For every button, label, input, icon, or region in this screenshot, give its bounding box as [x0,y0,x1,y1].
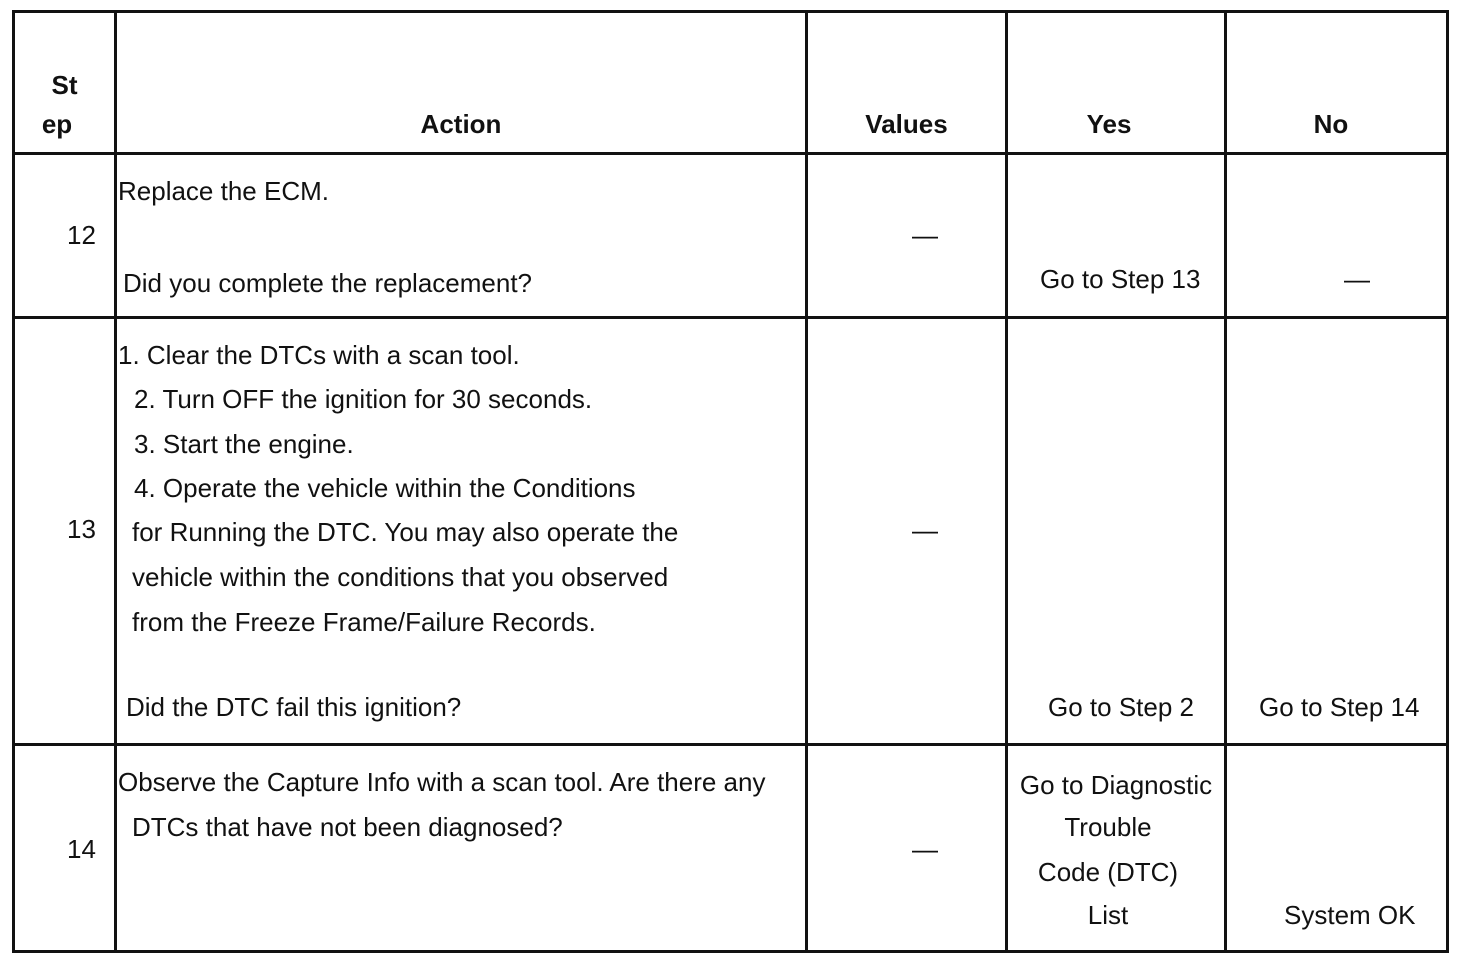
yes-result: Go to Diagnostic [1019,770,1213,800]
action-text: DTCs that have not been diagnosed? [132,812,563,842]
yes-result: List [1087,900,1129,930]
yes-result: Trouble [1064,812,1152,842]
values-dash: — [912,220,938,250]
yes-result: Code (DTC) [1037,857,1179,887]
no-result: System OK [1284,900,1416,930]
divider-step-action [114,10,117,953]
border-bottom [12,950,1449,953]
no-result: — [1344,264,1370,294]
divider-yes-no [1224,10,1227,953]
action-text: for Running the DTC. You may also operate the [132,517,679,547]
values-dash: — [912,515,938,545]
action-text: 3. Start the engine. [134,429,354,459]
action-text: Observe the Capture Info with a scan tool. Are there any [118,767,766,797]
action-text: 2. Turn OFF the ignition for 30 seconds. [134,384,593,414]
border-top [12,10,1449,13]
action-text: Replace the ECM. [118,176,329,206]
divider-action-values [805,10,808,953]
action-text: 4. Operate the vehicle within the Conditions [134,473,636,503]
action-text: 1. Clear the DTCs with a scan tool. [118,340,520,370]
border-right [1446,10,1449,953]
border-header-bottom [12,152,1449,155]
border-row-13-bottom [12,743,1449,746]
header-action: Action [420,109,502,139]
header-step-line2: ep [41,109,73,139]
step-number-14: 14 [67,834,96,864]
no-result: Go to Step 14 [1259,692,1420,722]
border-left [12,10,15,953]
step-number-13: 13 [67,514,96,544]
action-text: from the Freeze Frame/Failure Records. [132,607,596,637]
action-text: vehicle within the conditions that you observed [132,562,669,592]
step-number-12: 12 [67,220,96,250]
yes-result: Go to Step 2 [1048,692,1194,722]
yes-result: Go to Step 13 [1040,264,1201,294]
header-yes: Yes [1086,109,1132,139]
header-step-line1: St [51,70,78,100]
header-values: Values [865,109,948,139]
action-question: Did you complete the replacement? [123,268,533,298]
action-question: Did the DTC fail this ignition? [126,692,462,722]
values-dash: — [912,834,938,864]
border-row-12-bottom [12,316,1449,319]
header-no: No [1313,109,1349,139]
